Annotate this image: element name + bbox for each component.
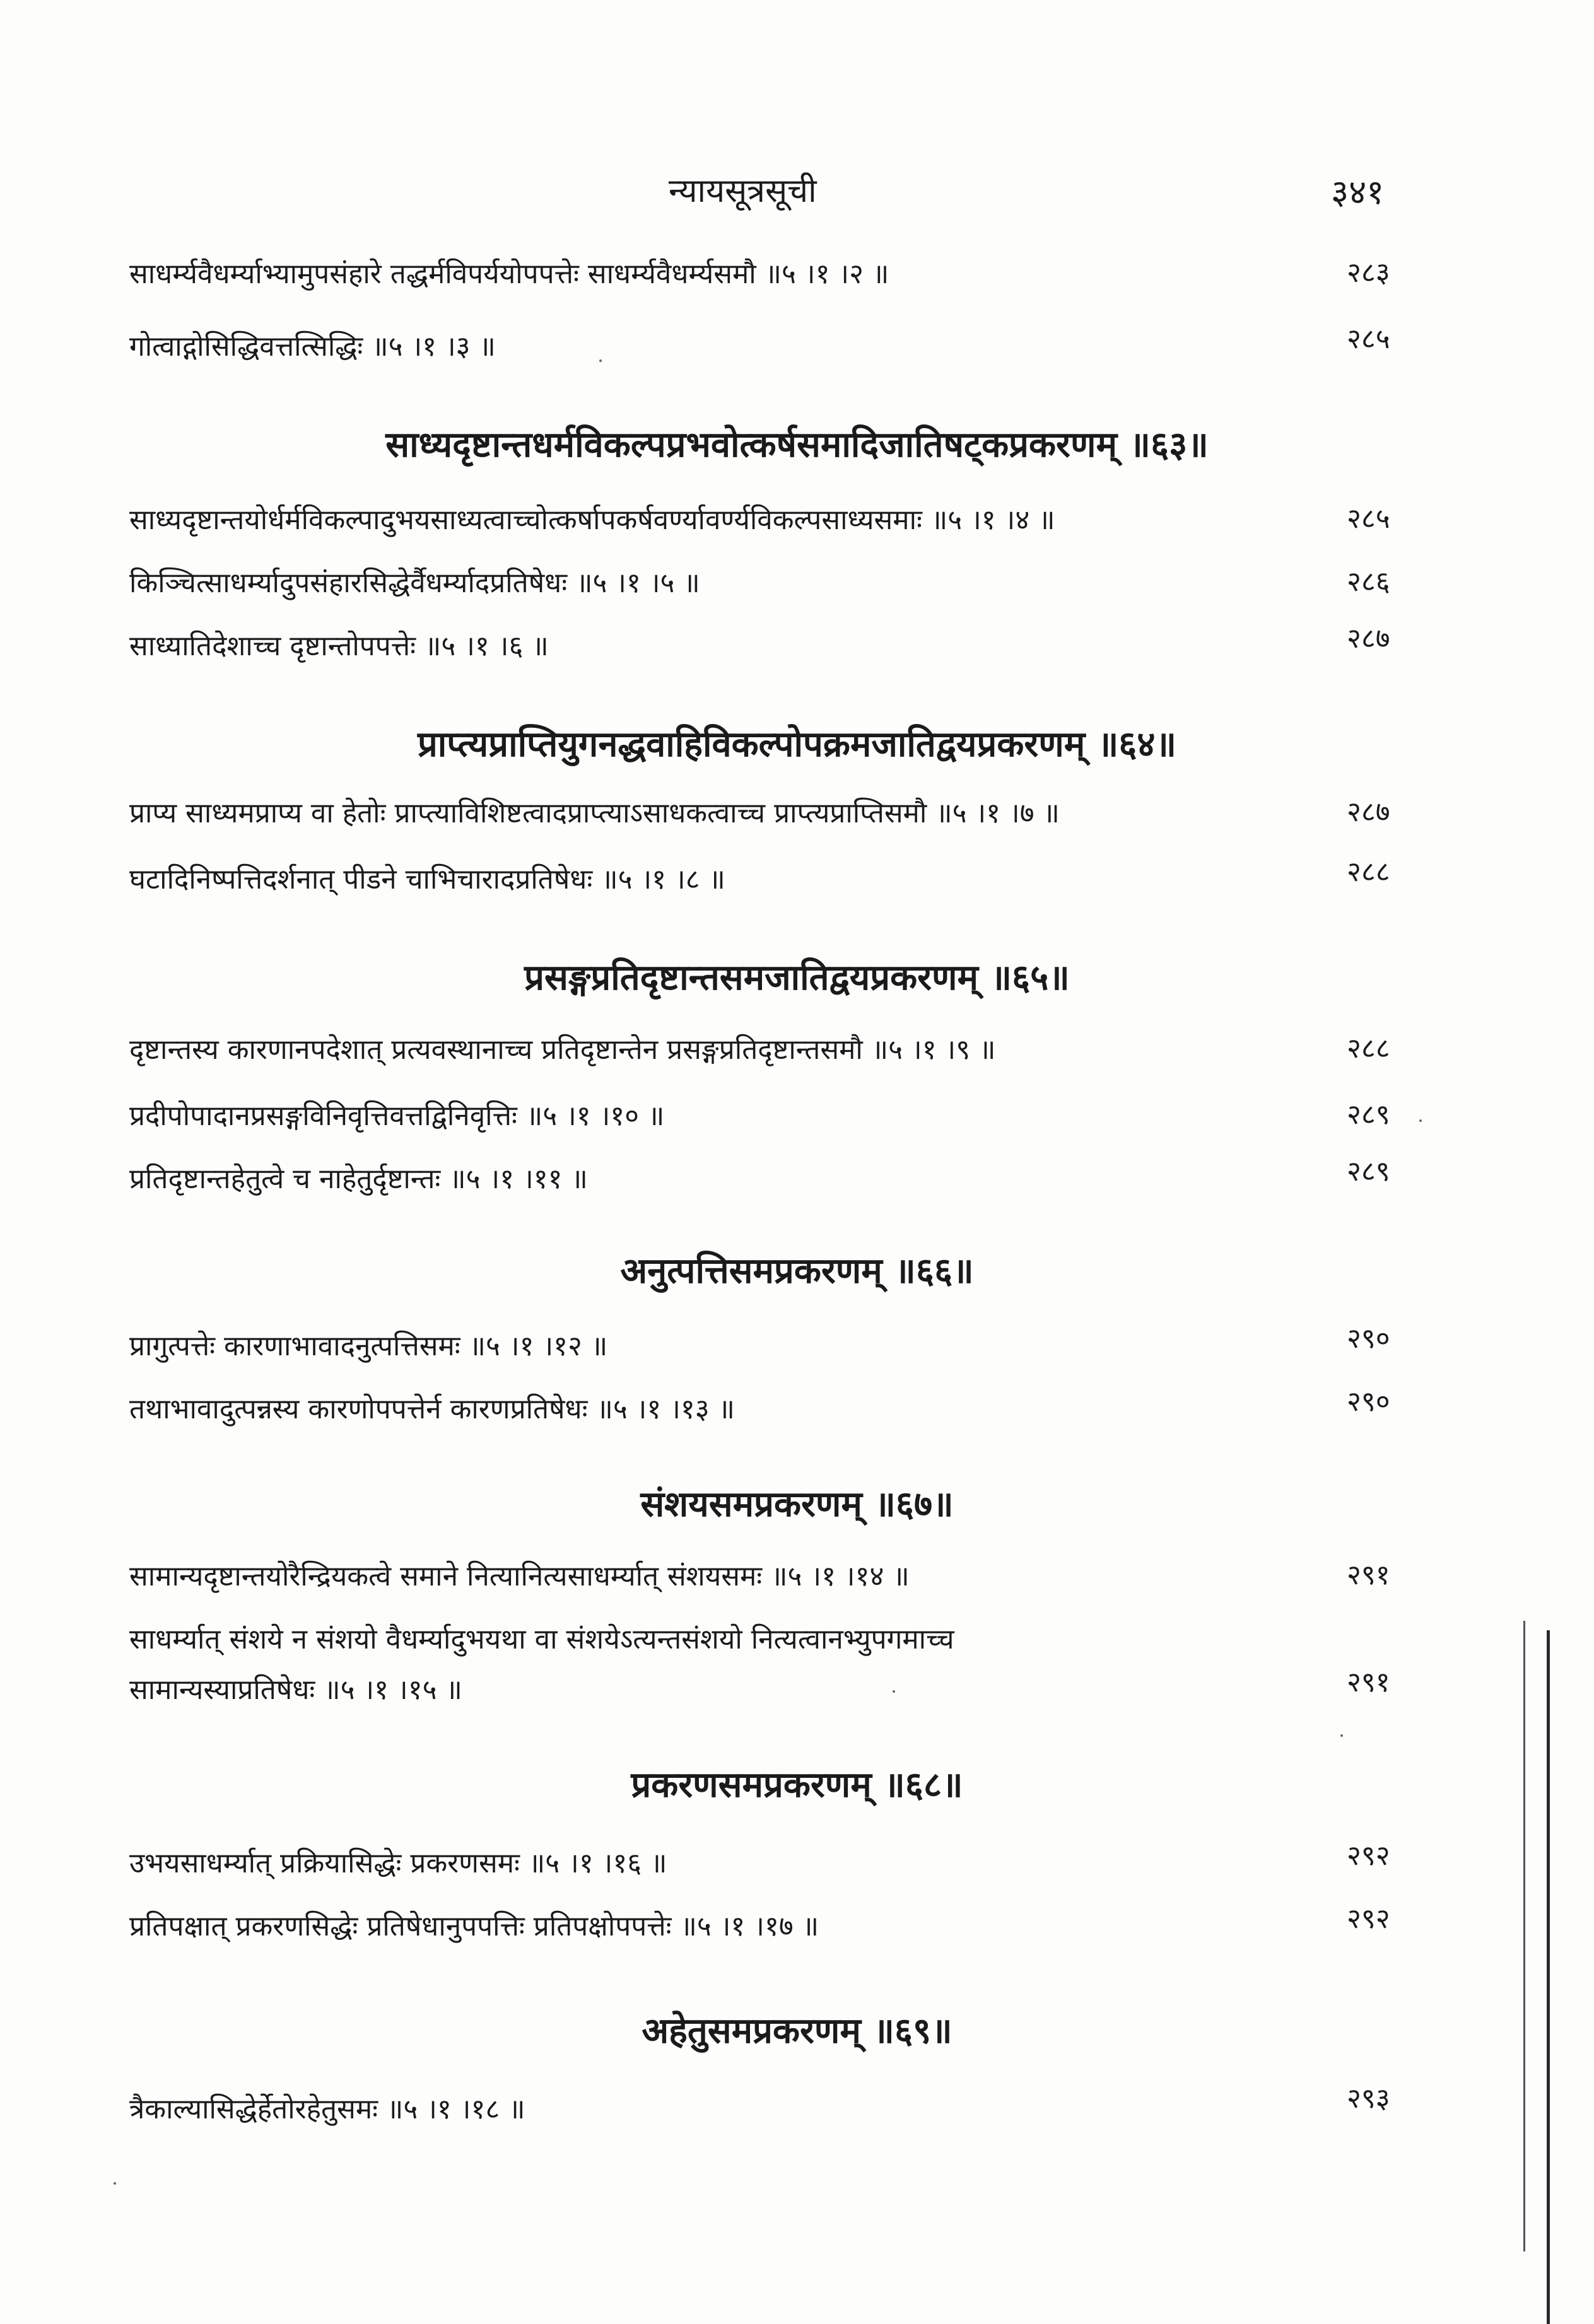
running-head-title: न्यायसूत्रसूची [669, 172, 817, 210]
section-heading: संशयसमप्रकरणम् ॥६७॥ [640, 1484, 954, 1525]
section-heading: अहेतुसमप्रकरणम् ॥६९॥ [642, 2011, 952, 2052]
binding-edge-line [1547, 1630, 1550, 2324]
page-ref: २९० [1347, 1386, 1390, 1418]
page-ref: २८८ [1347, 1032, 1390, 1065]
sutra-text: तथाभावादुत्पन्नस्य कारणोपपत्तेर्न कारणप्रतिषेधः ॥५ ।१ ।१३ ॥ [129, 1393, 735, 1425]
page-ref: २८७ [1347, 622, 1390, 655]
page-ref: २८९ [1347, 1099, 1390, 1131]
sutra-text: प्रतिपक्षात् प्रकरणसिद्धेः प्रतिषेधानुपपत्तिः प्रतिपक्षोपपत्तेः ॥५ ।१ ।१७ ॥ [129, 1910, 819, 1942]
page-ref: २८९ [1347, 1155, 1390, 1188]
page-ref: २९० [1347, 1323, 1390, 1355]
sutra-text: साध्यातिदेशाच्च दृष्टान्तोपपत्तेः ॥५ ।१ ।६ ॥ [129, 630, 549, 662]
section-heading: प्रसङ्गप्रतिदृष्टान्तसमजातिद्वयप्रकरणम् ॥६५॥ [524, 957, 1070, 998]
sutra-text: प्रागुत्पत्तेः कारणाभावादनुत्पत्तिसमः ॥५ ।१ ।१२ ॥ [129, 1330, 608, 1362]
scan-speck [599, 359, 602, 362]
sutra-text: साधर्म्यात् संशये न संशयो वैधर्म्यादुभयथा वा संशयेऽत्यन्तसंशयो नित्यत्वानभ्युपगमाच्च [129, 1623, 954, 1655]
sutra-text-continued: सामान्यस्याप्रतिषेधः ॥५ ।१ ।१५ ॥ [129, 1674, 462, 1706]
page-ref: २८५ [1347, 503, 1390, 535]
page-ref: २८८ [1347, 856, 1390, 888]
section-heading: प्रकरणसमप्रकरणम् ॥६८॥ [631, 1765, 963, 1806]
sutra-text: किञ्चित्साधर्म्यादुपसंहारसिद्धेर्वैधर्म्यादप्रतिषेधः ॥५ ।१ ।५ ॥ [129, 567, 700, 599]
page-ref: २९३ [1347, 2082, 1390, 2115]
page-ref: २८७ [1347, 796, 1390, 828]
page-ref: २९१ [1347, 1666, 1390, 1698]
sutra-text: घटादिनिष्पत्तिदर्शनात् पीडने चाभिचारादप्रतिषेधः ॥५ ।१ ।८ ॥ [129, 863, 725, 896]
sutra-text: साध्यदृष्टान्तयोर्धर्मविकल्पादुभयसाध्यत्वाच्चोत्कर्षापकर्षवर्ण्यावर्ण्यविकल्पसाध्यसमाः ॥५ ।१ ।४ ॥ [129, 504, 1055, 536]
scan-speck [893, 1690, 895, 1693]
page-ref: २९१ [1347, 1559, 1390, 1591]
page-ref: २८३ [1347, 257, 1390, 289]
section-heading: साध्यदृष्टान्तधर्मविकल्पप्रभवोत्कर्षसमादिजातिषट्कप्रकरणम् ॥६३॥ [385, 424, 1209, 465]
page-ref: २८५ [1347, 323, 1390, 355]
page-number: ३४१ [1331, 172, 1385, 212]
sutra-text: दृष्टान्तस्य कारणानपदेशात् प्रत्यवस्थानाच्च प्रतिदृष्टान्तेन प्रसङ्गप्रतिदृष्टान्तसमौ ॥५ ।१ ।९ ॥ [129, 1034, 996, 1066]
binding-edge-line-secondary [1523, 1621, 1525, 2251]
sutra-text: साधर्म्यवैधर्म्याभ्यामुपसंहारे तद्धर्मविपर्ययोपपत्तेः साधर्म्यवैधर्म्यसमौ ॥५ ।१ ।२ ॥ [129, 258, 889, 290]
sutra-text: उभयसाधर्म्यात् प्रक्रियासिद्धेः प्रकरणसमः ॥५ ।१ ।१६ ॥ [129, 1847, 667, 1879]
scan-speck [1419, 1119, 1422, 1122]
sutra-text: सामान्यदृष्टान्तयोरैन्द्रियकत्वे समाने नित्यानित्यसाधर्म्यात् संशयसमः ॥५ ।१ ।१४ ॥ [129, 1560, 910, 1592]
sutra-text: गोत्वाद्गोसिद्धिवत्तत्सिद्धिः ॥५ ।१ ।३ ॥ [129, 330, 496, 363]
page-ref: २९२ [1347, 1840, 1390, 1872]
sutra-text: प्रदीपोपादानप्रसङ्गविनिवृत्तिवत्तद्विनिवृत्तिः ॥५ ।१ ।१० ॥ [129, 1100, 665, 1132]
sutra-text: प्रतिदृष्टान्तहेतुत्वे च नाहेतुर्दृष्टान्तः ॥५ ।१ ।११ ॥ [129, 1163, 588, 1195]
sutra-text: प्राप्य साध्यमप्राप्य वा हेतोः प्राप्त्याविशिष्टत्वादप्राप्त्याऽसाधकत्वाच्च प्राप्त्यप्राप्तिसमौ ॥५ ।१ ।७ ॥ [129, 797, 1060, 829]
section-heading: अनुत्पत्तिसमप्रकरणम् ॥६६॥ [620, 1251, 974, 1292]
scan-speck [114, 2182, 116, 2185]
section-heading: प्राप्त्यप्राप्तियुगनद्धवाहिविकल्पोपक्रमजातिद्वयप्रकरणम् ॥६४॥ [417, 724, 1177, 765]
page-ref: २८६ [1347, 566, 1390, 598]
page-ref: २९२ [1347, 1903, 1390, 1935]
sutra-text: त्रैकाल्यासिद्धेर्हेतोरहेतुसमः ॥५ ।१ ।१८ ॥ [129, 2093, 525, 2125]
scan-speck [1340, 1734, 1343, 1737]
